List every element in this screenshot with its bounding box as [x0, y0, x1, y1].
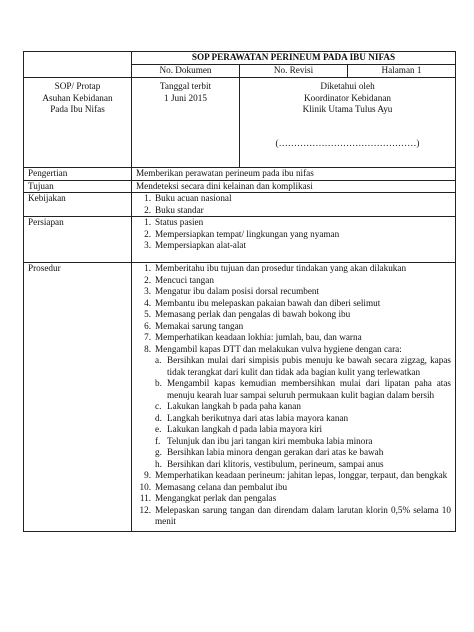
list-item: 2. Mencuci tangan	[144, 274, 214, 285]
tanggal-label: Tanggal terbit	[159, 81, 212, 91]
info-row	[24, 78, 456, 168]
kebijakan-cell	[132, 193, 456, 217]
list-item: 11. Mengangkat perlak dan pengalas	[139, 493, 277, 503]
list-item: 6. Memakai sarung tangan	[144, 320, 244, 331]
tujuan-row	[24, 180, 456, 193]
tanggal-cell	[132, 78, 240, 168]
prosedur-cell	[132, 263, 456, 532]
sub-list-item: f. Telunjuk dan ibu jari tangan kiri membuka labia minora	[155, 435, 373, 446]
tanggal-value: 1 Juni 2015	[164, 92, 207, 103]
list-item: 1. Status pasien	[144, 217, 204, 227]
persiapan-cell	[132, 217, 456, 263]
sop-table	[23, 51, 456, 532]
approval-line: Klinik Utama Tulus Ayu	[302, 104, 393, 114]
approval-line: Koordinator Kebidanan	[304, 92, 391, 103]
no-revisi-label: No. Revisi	[240, 65, 348, 78]
list-item: 1. Memberitahu ibu tujuan dan prosedur tindakan yang akan dilakukan	[144, 263, 407, 273]
vulva-hygiene-steps	[155, 355, 451, 470]
list-item: 7. Memperhatikan keadaan lokhia: jumlah, bau, dan warna	[144, 332, 362, 342]
kebijakan-list	[136, 193, 451, 216]
no-dokumen-label: No. Dokumen	[132, 65, 240, 78]
approval-cell	[240, 78, 456, 168]
list-item: 2. Mempersiapkan tempat/ lingkungan yang nyaman	[144, 228, 340, 239]
pengertian-label: Pengertian	[24, 168, 132, 181]
list-item: 5. Memasang perlak dan pengalas di bawah bokong ibu	[144, 309, 351, 319]
list-item: 1. Buku acuan nasional	[144, 193, 232, 203]
sub-list-item: b. Mengambil kapas kemudian membersihkan mulai dari lipatan paha atas menuju kearah luar sampai seluruh permukaan kulit bagian dalam bersih	[155, 378, 451, 400]
kebijakan-label: Kebijakan	[24, 193, 132, 217]
approval-line: Diketahui oleh	[320, 81, 375, 91]
list-item: 9. Memperhatikan keadaan perineum: jahitan lepas, longgar, terpaut, dan bengkak	[144, 470, 448, 480]
title-row	[24, 52, 456, 65]
sub-list-item: d. Langkah berikutnya dari atas labia mayora kanan	[155, 412, 349, 423]
logo-cell	[24, 52, 132, 78]
halaman-label: Halaman 1	[348, 65, 456, 78]
sub-list-item: h. Bersihkan dari klitoris, vestibulum, perineum, sampai anus	[155, 458, 384, 469]
prosedur-list	[136, 263, 451, 528]
prosedur-label: Prosedur	[24, 263, 132, 532]
sop-title-line: SOP/ Protap	[54, 81, 101, 91]
list-item: 12. Melepaskan sarung tangan dan direndam dalam larutan klorin 0,5% selama 10 menit	[139, 504, 451, 526]
signature-placeholder: (………………………………………)	[275, 137, 420, 148]
list-item: 8. Mengambil kapas DTT dan melakukan vulva hygiene dengan cara: a. Bersihkan mulai dari simpisis pubis menuju ke bawah secara zigzag, kapas tidak terangkat dari kulit dan tidak ada bagian kulit yang terlewatkan b. Mengambil kapas kemudian membersihkan mulai dari lipatan paha atas menuju kearah luar sampai seluruh permukaan kulit bagian dalam bersih c. Lakukan langkah b pada paha kanan d. Langkah berikutnya dari atas labia mayora kanan e. Lakukan langkah d pada labia mayora kiri f. Telunjuk dan ibu jari tangan kiri membuka labia minora g. Bersihkan labia minora dengan gerakan dari atas ke bawah h. Bersihkan dari klitoris, vestibulum, perineum, sampai anus	[144, 343, 451, 469]
sop-title-cell	[24, 78, 132, 168]
persiapan-label: Persiapan	[24, 217, 132, 263]
prosedur-row	[24, 263, 456, 532]
list-item: 10. Memasang celana dan pembalut ibu	[139, 481, 288, 492]
pengertian-row	[24, 168, 456, 181]
sub-list-item: g. Bersihkan labia minora dengan gerakan dari atas ke bawah	[155, 447, 384, 457]
list-item: 3. Mengatur ibu dalam posisi dorsal recumbent	[144, 286, 320, 296]
sub-list-item: e. Lakukan langkah d pada labia mayora kiri	[155, 424, 323, 434]
list-item: 2. Buku standar	[144, 204, 204, 215]
persiapan-row	[24, 217, 456, 263]
pengertian-text: Memberikan perawatan perineum pada ibu nifas	[132, 168, 456, 181]
sub-list-item: c. Lakukan langkah b pada paha kanan	[155, 401, 301, 411]
list-item: 4. Membantu ibu melepaskan pakaian bawah dan diberi selimut	[144, 297, 381, 308]
persiapan-list	[136, 217, 451, 252]
list-item: 3. Mempersiapkan alat-alat	[144, 240, 247, 250]
document-title: SOP PERAWATAN PERINEUM PADA IBU NIFAS	[132, 52, 456, 65]
sop-title-line: Pada Ibu Nifas	[50, 104, 105, 114]
kebijakan-row	[24, 193, 456, 217]
tujuan-text: Mendeteksi secara dini kelainan dan komplikasi	[132, 180, 456, 193]
sop-title-line: Asuhan Kebidanan	[42, 92, 113, 103]
sub-list-item: a. Bersihkan mulai dari simpisis pubis menuju ke bawah secara zigzag, kapas tidak terangkat dari kulit dan tidak ada bagian kulit yang terlewatkan	[155, 355, 451, 377]
tujuan-label: Tujuan	[24, 180, 132, 193]
